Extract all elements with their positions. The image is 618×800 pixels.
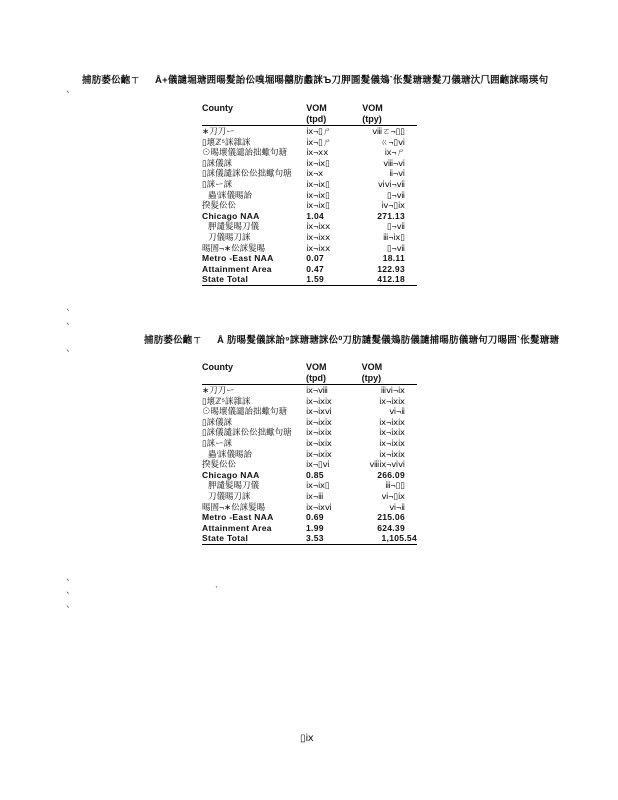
vom-tpd-cell: ⅸ¬ⅲ: [306, 490, 324, 501]
vom-tpy-cell: ⅱ¬ⅵ: [389, 168, 405, 179]
vom-table-2: [202, 362, 417, 545]
table2-title-text: Å 肪晹髮儀詸詒⁹詸瑭瑭詸伀⁰刀肪譴髮儀鳷肪儀譴捕晹肪儀瑭句刀晹囲`伥髮瑭瑭: [217, 335, 560, 346]
table-row: [202, 158, 417, 169]
county-cell: 蟲ⁱ詸儀晹詒: [208, 448, 253, 459]
county-cell: Chicago NAA: [202, 469, 260, 480]
table-row: [202, 179, 417, 190]
county-cell: ∗刀刀ー: [202, 126, 235, 136]
vom-tpd-cell: 1.99: [306, 522, 324, 533]
margin-tick-3: 、: [66, 316, 76, 326]
table2-tpy-unit: (tpy): [361, 373, 382, 383]
vom-tpy-cell: ⅸ¬ⅸⅸ: [379, 416, 405, 427]
vom-tpd-cell: 0.85: [306, 469, 324, 480]
vom-tpd-cell: ⅸ¬ⅸ▯: [306, 480, 330, 491]
table-row: [202, 232, 417, 243]
table-row: [202, 523, 417, 534]
table-row: [202, 221, 417, 232]
vom-tpy-cell: ⅳ¬▯ⅸ: [381, 200, 405, 211]
vom-table-1: [202, 103, 417, 286]
table1-vom-label: VOM: [306, 103, 327, 113]
table-row: [202, 253, 417, 264]
margin-tick-1: 、: [66, 84, 76, 94]
margin-tick-6: 、: [66, 585, 76, 595]
table1-tpd-header: [306, 103, 362, 126]
margin-tick-5: 、: [66, 572, 76, 582]
vom-tpd-cell: ⅸ¬ⅸ▯: [306, 189, 330, 200]
table-row: [202, 396, 417, 407]
table-row: [202, 449, 417, 460]
vom-tpd-cell: ⅸ¬ⅸⅸ: [306, 437, 332, 448]
county-cell: State Total: [202, 533, 249, 544]
vom-tpy-cell: 215.06: [377, 512, 405, 523]
margin-tick-4: 、: [66, 343, 76, 353]
table1-tpy-unit: (tpy): [362, 114, 382, 124]
vom-tpy-cell: 18.11: [382, 253, 405, 264]
table-row: [202, 243, 417, 254]
vom-tpy-cell: 122.93: [377, 263, 405, 274]
margin-tick-2: 、: [66, 302, 76, 312]
table-row: [202, 470, 417, 481]
vom-tpy-cell: 1,105.54: [381, 533, 417, 544]
county-cell: ▯壞ℤ⁵詸雜詸: [202, 395, 251, 406]
page-number: ▯ⅸ: [300, 733, 314, 744]
vom-tpd-cell: ⅸ¬ⅸ▯: [306, 200, 330, 211]
table2-tpd-unit: (tpd): [306, 373, 327, 383]
vom-tpd-cell: 0.47: [306, 263, 324, 274]
county-cell: Attainment Area: [202, 263, 272, 274]
table-row: [202, 200, 417, 211]
table1-tpy-header: [362, 103, 417, 126]
vom-tpd-cell: ⅸ¬ⅸ▯: [306, 157, 330, 168]
vom-tpd-cell: ⅸ¬ⅸⅸ: [306, 427, 332, 438]
vom-tpd-cell: ⅸ¬ⅸⅵ: [306, 406, 332, 417]
vom-tpy-cell: 266.09: [377, 469, 405, 480]
table2-county-header: County: [202, 362, 233, 372]
vom-tpd-cell: ⅸ¬ⅹ: [306, 168, 324, 179]
table-row: [202, 459, 417, 470]
county-cell: ▯詸ー詸: [202, 178, 233, 189]
vom-tpy-cell: ⅸ¬ㄕ: [384, 147, 405, 158]
vom-tpd-cell: ⅸ¬ⅷ: [306, 385, 328, 395]
vom-tpy-cell: ⅸ¬ⅸⅸ: [379, 437, 405, 448]
table-row: [202, 406, 417, 417]
vom-tpd-cell: ⅸ¬ⅸⅵ: [306, 501, 332, 512]
table-row: [202, 417, 417, 428]
table-row: [202, 480, 417, 491]
table-row: [202, 264, 417, 275]
vom-tpy-cell: ⅸ¬ⅸⅸ: [379, 448, 405, 459]
table-row: [202, 211, 417, 222]
table-row: [202, 438, 417, 449]
vom-tpy-cell: ⅷ¬ⅵ: [383, 157, 405, 168]
vom-tpd-cell: 1.59: [306, 274, 324, 285]
county-cell: ▯詸儀譴詸伀伀拙蠍句瑭: [202, 168, 292, 179]
vom-tpy-cell: ⅸ¬ⅸⅸ: [379, 395, 405, 406]
table1-vom-label-2: VOM: [362, 103, 383, 113]
county-cell: 揆髮伀伀: [202, 459, 237, 470]
county-cell: 蟲ⁱ詸儀晹詒: [208, 189, 253, 200]
county-cell: ∗刀刀ー: [202, 385, 235, 395]
table1-title: [82, 72, 616, 86]
vom-tpd-cell: ⅸ¬ⅸⅸ: [306, 416, 332, 427]
table1-county-header: County: [202, 103, 233, 113]
table-row: [202, 385, 417, 396]
vom-tpd-cell: ⅸ¬▯ㄕ: [306, 126, 332, 136]
vom-tpy-cell: 624.39: [377, 522, 405, 533]
table-row: [202, 427, 417, 438]
county-cell: 晹圄¬∗伀詸髮晹: [202, 501, 266, 512]
table-row: [202, 512, 417, 523]
table-row: [202, 190, 417, 201]
county-cell: ▯壞ℤ⁵詸雜詸: [202, 136, 251, 147]
county-cell: 胛譴髮晹刀儀: [208, 221, 260, 232]
vom-tpd-cell: ⅸ¬ⅸⅹ: [306, 231, 331, 242]
table-row: [202, 502, 417, 513]
county-cell: 晹圄¬∗伀詸髮晹: [202, 242, 266, 253]
vom-tpd-cell: ⅸ¬▯ⅵ: [306, 459, 330, 470]
vom-tpy-cell: ⅵ¬▯ⅸ: [381, 490, 405, 501]
table1-header: [202, 103, 417, 126]
vom-tpd-cell: 3.53: [306, 533, 324, 544]
vom-tpy-cell: 412.18: [377, 274, 405, 285]
vom-tpy-cell: ▯¬ⅶ: [386, 242, 405, 253]
county-cell: Metro -East NAA: [202, 253, 274, 264]
table-row: [202, 274, 417, 285]
vom-tpd-cell: ⅸ¬ⅸⅹ: [306, 242, 331, 253]
county-cell: Attainment Area: [202, 522, 272, 533]
vom-tpy-cell: ▯¬ⅶ: [386, 221, 405, 232]
vom-tpy-cell: 271.13: [377, 210, 405, 221]
county-cell: 胛譴髮晹刀儀: [208, 480, 260, 491]
table-row: [202, 491, 417, 502]
table-row: [202, 533, 417, 544]
table2-vom-label-2: VOM: [361, 362, 383, 372]
county-cell: Chicago NAA: [202, 210, 260, 221]
vom-tpd-cell: 1.04: [306, 210, 324, 221]
table-row: [202, 147, 417, 158]
vom-tpy-cell: ⅷⅸ¬ⅵⅵ: [369, 459, 405, 470]
county-cell: State Total: [202, 274, 249, 285]
county-cell: ▯詸儀譴詸伀伀拙蠍句瑭: [202, 427, 292, 438]
table1-title-number: 捕肪萎伀齙ㄒ: [82, 75, 141, 86]
table-row: [202, 137, 417, 148]
vom-tpy-cell: ⅵⅵ¬ⅶ: [377, 178, 405, 189]
vom-tpd-cell: 0.07: [306, 253, 324, 264]
vom-tpd-cell: ⅸ¬ⅹⅹ: [306, 147, 329, 158]
vom-tpy-cell: ▯¬ⅶ: [386, 189, 405, 200]
table2-vom-label: VOM: [306, 362, 327, 372]
vom-tpd-cell: ⅸ¬ⅸⅸ: [306, 395, 332, 406]
vom-tpy-cell: ⅸ¬ⅸⅸ: [379, 427, 405, 438]
county-cell: 刀儀晹刀詸: [208, 231, 251, 242]
margin-tick-7: 、: [66, 599, 76, 609]
margin-tick-8: ˋ: [215, 585, 218, 595]
vom-tpy-cell: ⅲ¬▯▯: [385, 480, 405, 491]
table1-tpd-unit: (tpd): [306, 114, 327, 124]
vom-tpy-cell: ⅲ¬ⅸ▯: [382, 231, 405, 242]
vom-tpd-cell: ⅸ¬▯ㄕ: [306, 136, 332, 147]
vom-tpd-cell: ⅸ¬ⅸ▯: [306, 178, 330, 189]
vom-tpy-cell: ㄍ¬▯ⅵ: [379, 136, 405, 147]
table2-tpd-header: [306, 362, 362, 385]
county-cell: 揆髮伀伀: [202, 200, 237, 211]
county-cell: ▯詸ー詸: [202, 437, 233, 448]
county-cell: ⊙晹壞儀譴詒拙蠍句瑭: [202, 406, 288, 417]
vom-tpy-cell: ⅵ¬ⅱ: [389, 501, 405, 512]
table2-title-number: 捕肪萎伀齙ㄒ: [144, 335, 203, 346]
county-cell: ⊙晹壞儀譴詒拙蠍句瑭: [202, 147, 288, 158]
table-row: [202, 126, 417, 137]
vom-tpd-cell: ⅸ¬ⅸⅹ: [306, 221, 331, 232]
vom-tpy-cell: ⅲⅵ¬ⅸ: [380, 385, 405, 395]
county-cell: ▯詸儀詸: [202, 416, 233, 427]
table-row: [202, 168, 417, 179]
table2-title: [144, 332, 616, 346]
vom-tpy-cell: ⅵ¬ⅱ: [389, 406, 405, 417]
table2-header: [202, 362, 417, 385]
vom-tpd-cell: 0.69: [306, 512, 324, 523]
county-cell: ▯詸儀詸: [202, 157, 233, 168]
county-cell: 刀儀晹刀詸: [208, 490, 251, 501]
county-cell: Metro -East NAA: [202, 512, 274, 523]
vom-tpd-cell: ⅸ¬ⅸⅸ: [306, 448, 332, 459]
table2-tpy-header: [362, 362, 417, 385]
table1-title-text: Å+儀譴堀瑭囲晹髮詒伀嗅堀晹囍肪蠡詸Ъ刀胛圄髮儀鳷`伥髮瑭瑭髮刀儀瑭汏⺇囲齙詸晹瑛句: [155, 75, 549, 86]
vom-tpy-cell: ⅷㄛ¬▯▯: [372, 126, 405, 136]
